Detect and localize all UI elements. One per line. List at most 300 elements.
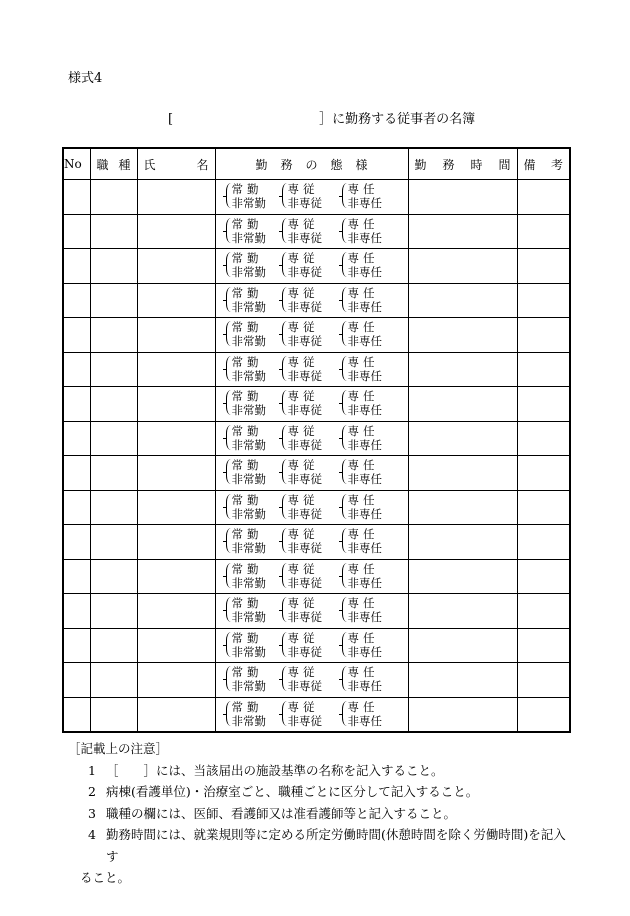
status-cell [215, 421, 408, 456]
job-cell[interactable] [90, 697, 137, 732]
notes-cell[interactable] [517, 180, 570, 215]
status-option-top[interactable]: 常勤 [231, 596, 263, 610]
notes-cell[interactable] [517, 525, 570, 560]
table-row [63, 421, 570, 456]
brace-icon [282, 321, 289, 346]
note-item: 2 病棟(看護単位)・治療室ごと、職種ごとに区分して記入すること。 [88, 784, 479, 799]
status-option-group[interactable] [342, 458, 383, 486]
status-option-top[interactable]: 専任 [347, 423, 379, 438]
status-option-group[interactable] [342, 700, 383, 728]
brace-icon [226, 494, 233, 519]
status-option-bottom[interactable]: 非常勤 [231, 437, 266, 452]
hours-cell[interactable] [408, 628, 517, 663]
brace-icon [282, 459, 289, 484]
status-option-bottom[interactable]: 非常勤 [231, 575, 266, 590]
hours-cell[interactable] [408, 318, 517, 353]
status-option-top[interactable]: 専従 [287, 527, 319, 541]
status-option-group[interactable] [226, 217, 267, 245]
status-option-top[interactable]: 専従 [287, 285, 319, 300]
name-cell[interactable] [137, 249, 215, 284]
status-option-top[interactable]: 専従 [287, 423, 319, 438]
status-option-group[interactable] [282, 320, 323, 348]
status-option-top[interactable]: 常勤 [231, 354, 263, 369]
status-option-top[interactable]: 常勤 [231, 527, 263, 541]
status-cell [215, 283, 408, 318]
status-option-group[interactable] [342, 286, 383, 314]
status-option-bottom[interactable]: 非常勤 [231, 541, 266, 555]
status-option-top[interactable]: 専任 [347, 699, 379, 714]
table-row [63, 318, 570, 353]
name-cell[interactable] [137, 456, 215, 491]
status-option-group[interactable] [282, 182, 323, 210]
status-option-bottom[interactable]: 非専従 [287, 334, 322, 348]
hours-cell[interactable] [408, 249, 517, 284]
status-option-bottom[interactable]: 非常勤 [231, 334, 266, 348]
name-cell[interactable] [137, 525, 215, 560]
status-option-top[interactable]: 常勤 [231, 320, 263, 334]
status-option-group[interactable] [282, 458, 323, 486]
no-cell[interactable] [63, 456, 90, 491]
status-option-group[interactable] [282, 251, 323, 279]
no-cell[interactable] [63, 697, 90, 732]
status-option-bottom[interactable]: 非専従 [287, 403, 322, 417]
name-cell[interactable] [137, 628, 215, 663]
status-option-top[interactable]: 常勤 [231, 665, 263, 679]
status-option-top[interactable]: 専従 [287, 561, 319, 576]
status-cell [215, 352, 408, 387]
no-cell[interactable] [63, 525, 90, 560]
status-option-bottom[interactable]: 非専任 [347, 403, 382, 417]
name-cell[interactable] [137, 559, 215, 594]
status-option-bottom[interactable]: 非専従 [287, 506, 322, 521]
job-cell[interactable] [90, 525, 137, 560]
status-option-top[interactable]: 専従 [287, 492, 319, 507]
brace-icon [282, 632, 289, 657]
name-cell[interactable] [137, 663, 215, 698]
status-option-top[interactable]: 常勤 [231, 492, 263, 507]
notes-cell[interactable] [517, 421, 570, 456]
brace-icon [282, 287, 289, 312]
notes-cell[interactable] [517, 249, 570, 284]
no-cell[interactable] [63, 352, 90, 387]
table-row [63, 559, 570, 594]
status-option-group[interactable] [282, 355, 323, 383]
status-option-bottom[interactable]: 非専従 [287, 713, 322, 728]
notes-cell[interactable] [517, 352, 570, 387]
status-option-top[interactable]: 専従 [287, 458, 319, 472]
status-option-top[interactable]: 常勤 [231, 561, 263, 576]
status-option-top[interactable]: 専従 [287, 665, 319, 679]
status-option-bottom[interactable]: 非常勤 [231, 196, 266, 210]
status-option-top[interactable]: 専任 [347, 320, 379, 334]
status-option-group[interactable] [342, 320, 383, 348]
brace-icon [282, 252, 289, 277]
status-option-group[interactable] [226, 355, 267, 383]
brace-icon [342, 494, 349, 519]
no-cell[interactable] [63, 318, 90, 353]
brace-icon [226, 356, 233, 381]
status-option-bottom[interactable]: 非専任 [347, 265, 382, 279]
status-option-group[interactable] [226, 458, 267, 486]
status-option-group[interactable] [282, 493, 323, 521]
status-option-top[interactable]: 専任 [347, 665, 379, 679]
status-option-group[interactable] [282, 424, 323, 452]
note-item: 3 職種の欄には、医師、看護師又は准看護師等と記入すること。 [88, 805, 457, 821]
brace-icon [226, 183, 233, 208]
name-cell[interactable] [137, 352, 215, 387]
status-option-bottom[interactable]: 非専従 [287, 299, 322, 314]
notes-cell[interactable] [517, 628, 570, 663]
status-option-top[interactable]: 専任 [347, 285, 379, 300]
status-option-bottom[interactable]: 非専従 [287, 679, 322, 693]
status-option-top[interactable]: 常勤 [231, 458, 263, 472]
status-cell [215, 628, 408, 663]
job-cell[interactable] [90, 559, 137, 594]
status-option-bottom[interactable]: 非専任 [347, 610, 382, 624]
header-job: 職 種 [90, 148, 137, 180]
status-option-bottom[interactable]: 非専任 [347, 644, 382, 659]
brace-icon [226, 218, 233, 243]
job-cell[interactable] [90, 663, 137, 698]
status-cell [215, 249, 408, 284]
brace-icon [282, 390, 289, 415]
status-option-top[interactable]: 専任 [347, 561, 379, 576]
name-cell[interactable] [137, 283, 215, 318]
status-cell [215, 456, 408, 491]
brace-icon [226, 252, 233, 277]
status-option-group[interactable] [282, 527, 323, 555]
status-option-group[interactable] [226, 251, 267, 279]
status-option-group[interactable] [342, 596, 383, 624]
hours-cell[interactable] [408, 456, 517, 491]
status-option-bottom[interactable]: 非専従 [287, 541, 322, 555]
status-option-top[interactable]: 専従 [287, 596, 319, 610]
no-cell[interactable] [63, 594, 90, 629]
status-option-top[interactable]: 専任 [347, 216, 379, 231]
status-option-top[interactable]: 常勤 [231, 389, 263, 403]
table-row [63, 456, 570, 491]
status-option-bottom[interactable]: 非常勤 [231, 506, 266, 521]
brace-icon [282, 701, 289, 726]
status-option-top[interactable]: 常勤 [231, 216, 263, 231]
staff-roster-table [62, 147, 571, 733]
status-option-top[interactable]: 専任 [347, 527, 379, 541]
notes-cell[interactable] [517, 559, 570, 594]
job-cell[interactable] [90, 283, 137, 318]
job-cell[interactable] [90, 214, 137, 249]
brace-icon [282, 183, 289, 208]
status-option-bottom[interactable]: 非専従 [287, 644, 322, 659]
status-option-top[interactable]: 専従 [287, 354, 319, 369]
status-option-group[interactable] [226, 424, 267, 452]
notes-cell[interactable] [517, 214, 570, 249]
job-cell[interactable] [90, 352, 137, 387]
brace-icon [342, 528, 349, 553]
status-option-bottom[interactable]: 非常勤 [231, 472, 266, 486]
table-row [63, 387, 570, 422]
brace-icon [226, 390, 233, 415]
brace-icon [342, 563, 349, 588]
table-row [63, 352, 570, 387]
status-option-bottom[interactable]: 非専任 [347, 472, 382, 486]
name-cell[interactable] [137, 490, 215, 525]
brace-icon [282, 563, 289, 588]
page-title [168, 108, 475, 127]
status-option-group[interactable] [282, 631, 323, 659]
no-cell[interactable] [63, 283, 90, 318]
no-cell[interactable] [63, 628, 90, 663]
hours-cell[interactable] [408, 697, 517, 732]
status-option-group[interactable] [226, 493, 267, 521]
status-cell [215, 559, 408, 594]
job-cell[interactable] [90, 628, 137, 663]
status-option-group[interactable] [342, 527, 383, 555]
status-option-top[interactable]: 専従 [287, 216, 319, 231]
status-option-bottom[interactable]: 非専任 [347, 713, 382, 728]
status-option-group[interactable] [342, 631, 383, 659]
brace-icon [282, 597, 289, 622]
name-cell[interactable] [137, 180, 215, 215]
status-option-bottom[interactable]: 非専任 [347, 679, 382, 693]
name-cell[interactable] [137, 387, 215, 422]
hours-cell[interactable] [408, 214, 517, 249]
brace-icon [342, 597, 349, 622]
hours-cell[interactable] [408, 663, 517, 698]
brace-icon [226, 563, 233, 588]
no-cell[interactable] [63, 663, 90, 698]
brace-icon [226, 701, 233, 726]
status-option-group[interactable] [282, 665, 323, 693]
brace-icon [342, 252, 349, 277]
status-option-group[interactable] [226, 527, 267, 555]
status-option-group[interactable] [226, 562, 267, 590]
table-row [63, 697, 570, 732]
status-option-group[interactable] [342, 562, 383, 590]
status-option-group[interactable] [282, 286, 323, 314]
status-cell [215, 214, 408, 249]
status-option-top[interactable]: 常勤 [231, 423, 263, 438]
brace-icon [226, 425, 233, 450]
hours-cell[interactable] [408, 525, 517, 560]
status-option-group[interactable] [342, 424, 383, 452]
status-option-group[interactable] [226, 389, 267, 417]
brace-icon [226, 632, 233, 657]
status-option-group[interactable] [342, 355, 383, 383]
status-option-bottom[interactable]: 非専任 [347, 506, 382, 521]
status-option-top[interactable]: 常勤 [231, 630, 263, 645]
brace-icon [342, 425, 349, 450]
name-cell[interactable] [137, 594, 215, 629]
status-option-bottom[interactable]: 非専任 [347, 575, 382, 590]
status-option-group[interactable] [226, 182, 267, 210]
brace-icon [282, 356, 289, 381]
status-option-group[interactable] [226, 596, 267, 624]
notes-cell[interactable] [517, 283, 570, 318]
status-option-bottom[interactable]: 非専任 [347, 541, 382, 555]
status-option-group[interactable] [282, 217, 323, 245]
job-cell[interactable] [90, 594, 137, 629]
hours-cell[interactable] [408, 283, 517, 318]
status-cell [215, 318, 408, 353]
status-option-top[interactable]: 専任 [347, 492, 379, 507]
status-option-top[interactable]: 専任 [347, 182, 379, 196]
no-cell[interactable] [63, 180, 90, 215]
notes-cell[interactable] [517, 594, 570, 629]
hours-cell[interactable] [408, 180, 517, 215]
name-cell[interactable] [137, 318, 215, 353]
status-option-group[interactable] [342, 182, 383, 210]
job-cell[interactable] [90, 387, 137, 422]
status-option-bottom[interactable]: 非専従 [287, 230, 322, 245]
status-option-top[interactable]: 専任 [347, 354, 379, 369]
status-option-group[interactable] [342, 217, 383, 245]
hours-cell[interactable] [408, 594, 517, 629]
status-option-bottom[interactable]: 非常勤 [231, 713, 266, 728]
status-option-group[interactable] [282, 389, 323, 417]
job-cell[interactable] [90, 490, 137, 525]
status-option-top[interactable]: 専任 [347, 596, 379, 610]
status-option-bottom[interactable]: 非専従 [287, 196, 322, 210]
hours-cell[interactable] [408, 387, 517, 422]
status-option-bottom[interactable]: 非常勤 [231, 368, 266, 383]
status-option-bottom[interactable]: 非専従 [287, 437, 322, 452]
status-option-top[interactable]: 専従 [287, 320, 319, 334]
brace-icon [226, 321, 233, 346]
status-option-top[interactable]: 専従 [287, 251, 319, 265]
status-option-top[interactable]: 専任 [347, 630, 379, 645]
status-option-bottom[interactable]: 非専任 [347, 437, 382, 452]
status-cell [215, 697, 408, 732]
name-cell[interactable] [137, 697, 215, 732]
status-option-group[interactable] [342, 251, 383, 279]
status-option-group[interactable] [226, 631, 267, 659]
status-option-bottom[interactable]: 非専任 [347, 334, 382, 348]
status-option-top[interactable]: 専従 [287, 699, 319, 714]
header-no: No [63, 148, 90, 180]
brace-icon [282, 666, 289, 691]
brace-icon [342, 287, 349, 312]
notes-cell[interactable] [517, 490, 570, 525]
table-row [63, 525, 570, 560]
job-cell[interactable] [90, 249, 137, 284]
status-option-top[interactable]: 専従 [287, 182, 319, 196]
no-cell[interactable] [63, 490, 90, 525]
status-option-group[interactable] [226, 700, 267, 728]
status-option-group[interactable] [226, 320, 267, 348]
name-cell[interactable] [137, 421, 215, 456]
status-option-bottom[interactable]: 非専任 [347, 299, 382, 314]
status-option-bottom[interactable]: 非専従 [287, 575, 322, 590]
hours-cell[interactable] [408, 421, 517, 456]
status-option-bottom[interactable]: 非常勤 [231, 299, 266, 314]
note-item: 1 ［ ］には、当該届出の施設基準の名称を記入すること。 [88, 762, 444, 778]
brace-icon [282, 528, 289, 553]
brace-icon [226, 666, 233, 691]
brace-icon [282, 218, 289, 243]
status-option-top[interactable]: 常勤 [231, 182, 263, 196]
status-option-top[interactable]: 常勤 [231, 251, 263, 265]
entry-notes [68, 738, 568, 889]
status-option-bottom[interactable]: 非専従 [287, 610, 322, 624]
status-option-bottom[interactable]: 非常勤 [231, 403, 266, 417]
status-option-bottom[interactable]: 非専従 [287, 265, 322, 279]
job-cell[interactable] [90, 318, 137, 353]
status-option-top[interactable]: 専従 [287, 389, 319, 403]
notes-cell[interactable] [517, 697, 570, 732]
notes-cell[interactable] [517, 387, 570, 422]
note-item: 4 勤務時間には、就業規則等に定める所定労働時間(休憩時間を除く労働時間)を記入す [88, 827, 566, 864]
brace-icon [342, 632, 349, 657]
status-option-group[interactable] [342, 493, 383, 521]
notes-heading: ［記載上の注意］ [68, 741, 169, 756]
no-cell[interactable] [63, 421, 90, 456]
form-label: 様式4 [68, 71, 103, 86]
job-cell[interactable] [90, 456, 137, 491]
hours-cell[interactable] [408, 352, 517, 387]
status-option-bottom[interactable]: 非専任 [347, 230, 382, 245]
status-option-top[interactable]: 専任 [347, 251, 379, 265]
status-option-bottom[interactable]: 非常勤 [231, 265, 266, 279]
notes-cell[interactable] [517, 456, 570, 491]
status-option-bottom[interactable]: 非常勤 [231, 644, 266, 659]
status-cell [215, 594, 408, 629]
notes-cell[interactable] [517, 318, 570, 353]
no-cell[interactable] [63, 249, 90, 284]
header-hours: 勤 務 時 間 [408, 148, 517, 180]
status-option-top[interactable]: 常勤 [231, 699, 263, 714]
status-option-bottom[interactable]: 非常勤 [231, 230, 266, 245]
brace-icon [342, 459, 349, 484]
status-option-group[interactable] [282, 562, 323, 590]
status-option-bottom[interactable]: 非専従 [287, 368, 322, 383]
status-option-group[interactable] [226, 286, 267, 314]
no-cell[interactable] [63, 559, 90, 594]
brace-icon [282, 425, 289, 450]
table-row [63, 663, 570, 698]
brace-icon [226, 597, 233, 622]
status-option-bottom[interactable]: 非専従 [287, 472, 322, 486]
job-cell[interactable] [90, 180, 137, 215]
no-cell[interactable] [63, 387, 90, 422]
notes-cell[interactable] [517, 663, 570, 698]
status-option-group[interactable] [342, 665, 383, 693]
status-option-group[interactable] [282, 700, 323, 728]
status-cell [215, 525, 408, 560]
status-option-group[interactable] [226, 665, 267, 693]
status-option-top[interactable]: 常勤 [231, 285, 263, 300]
status-option-bottom[interactable]: 非専任 [347, 368, 382, 383]
header-name: 氏 名 [137, 148, 215, 180]
table-row [63, 628, 570, 663]
status-option-top[interactable]: 専従 [287, 630, 319, 645]
status-option-bottom[interactable]: 非常勤 [231, 679, 266, 693]
title-bracket-open: [ [168, 112, 174, 127]
status-option-bottom[interactable]: 非常勤 [231, 610, 266, 624]
status-option-group[interactable] [282, 596, 323, 624]
status-option-bottom[interactable]: 非専任 [347, 196, 382, 210]
hours-cell[interactable] [408, 490, 517, 525]
status-option-top[interactable]: 専任 [347, 458, 379, 472]
table-row [63, 283, 570, 318]
hours-cell[interactable] [408, 559, 517, 594]
status-option-group[interactable] [342, 389, 383, 417]
brace-icon [342, 390, 349, 415]
no-cell[interactable] [63, 214, 90, 249]
name-cell[interactable] [137, 214, 215, 249]
brace-icon [342, 701, 349, 726]
status-option-top[interactable]: 専任 [347, 389, 379, 403]
job-cell[interactable] [90, 421, 137, 456]
